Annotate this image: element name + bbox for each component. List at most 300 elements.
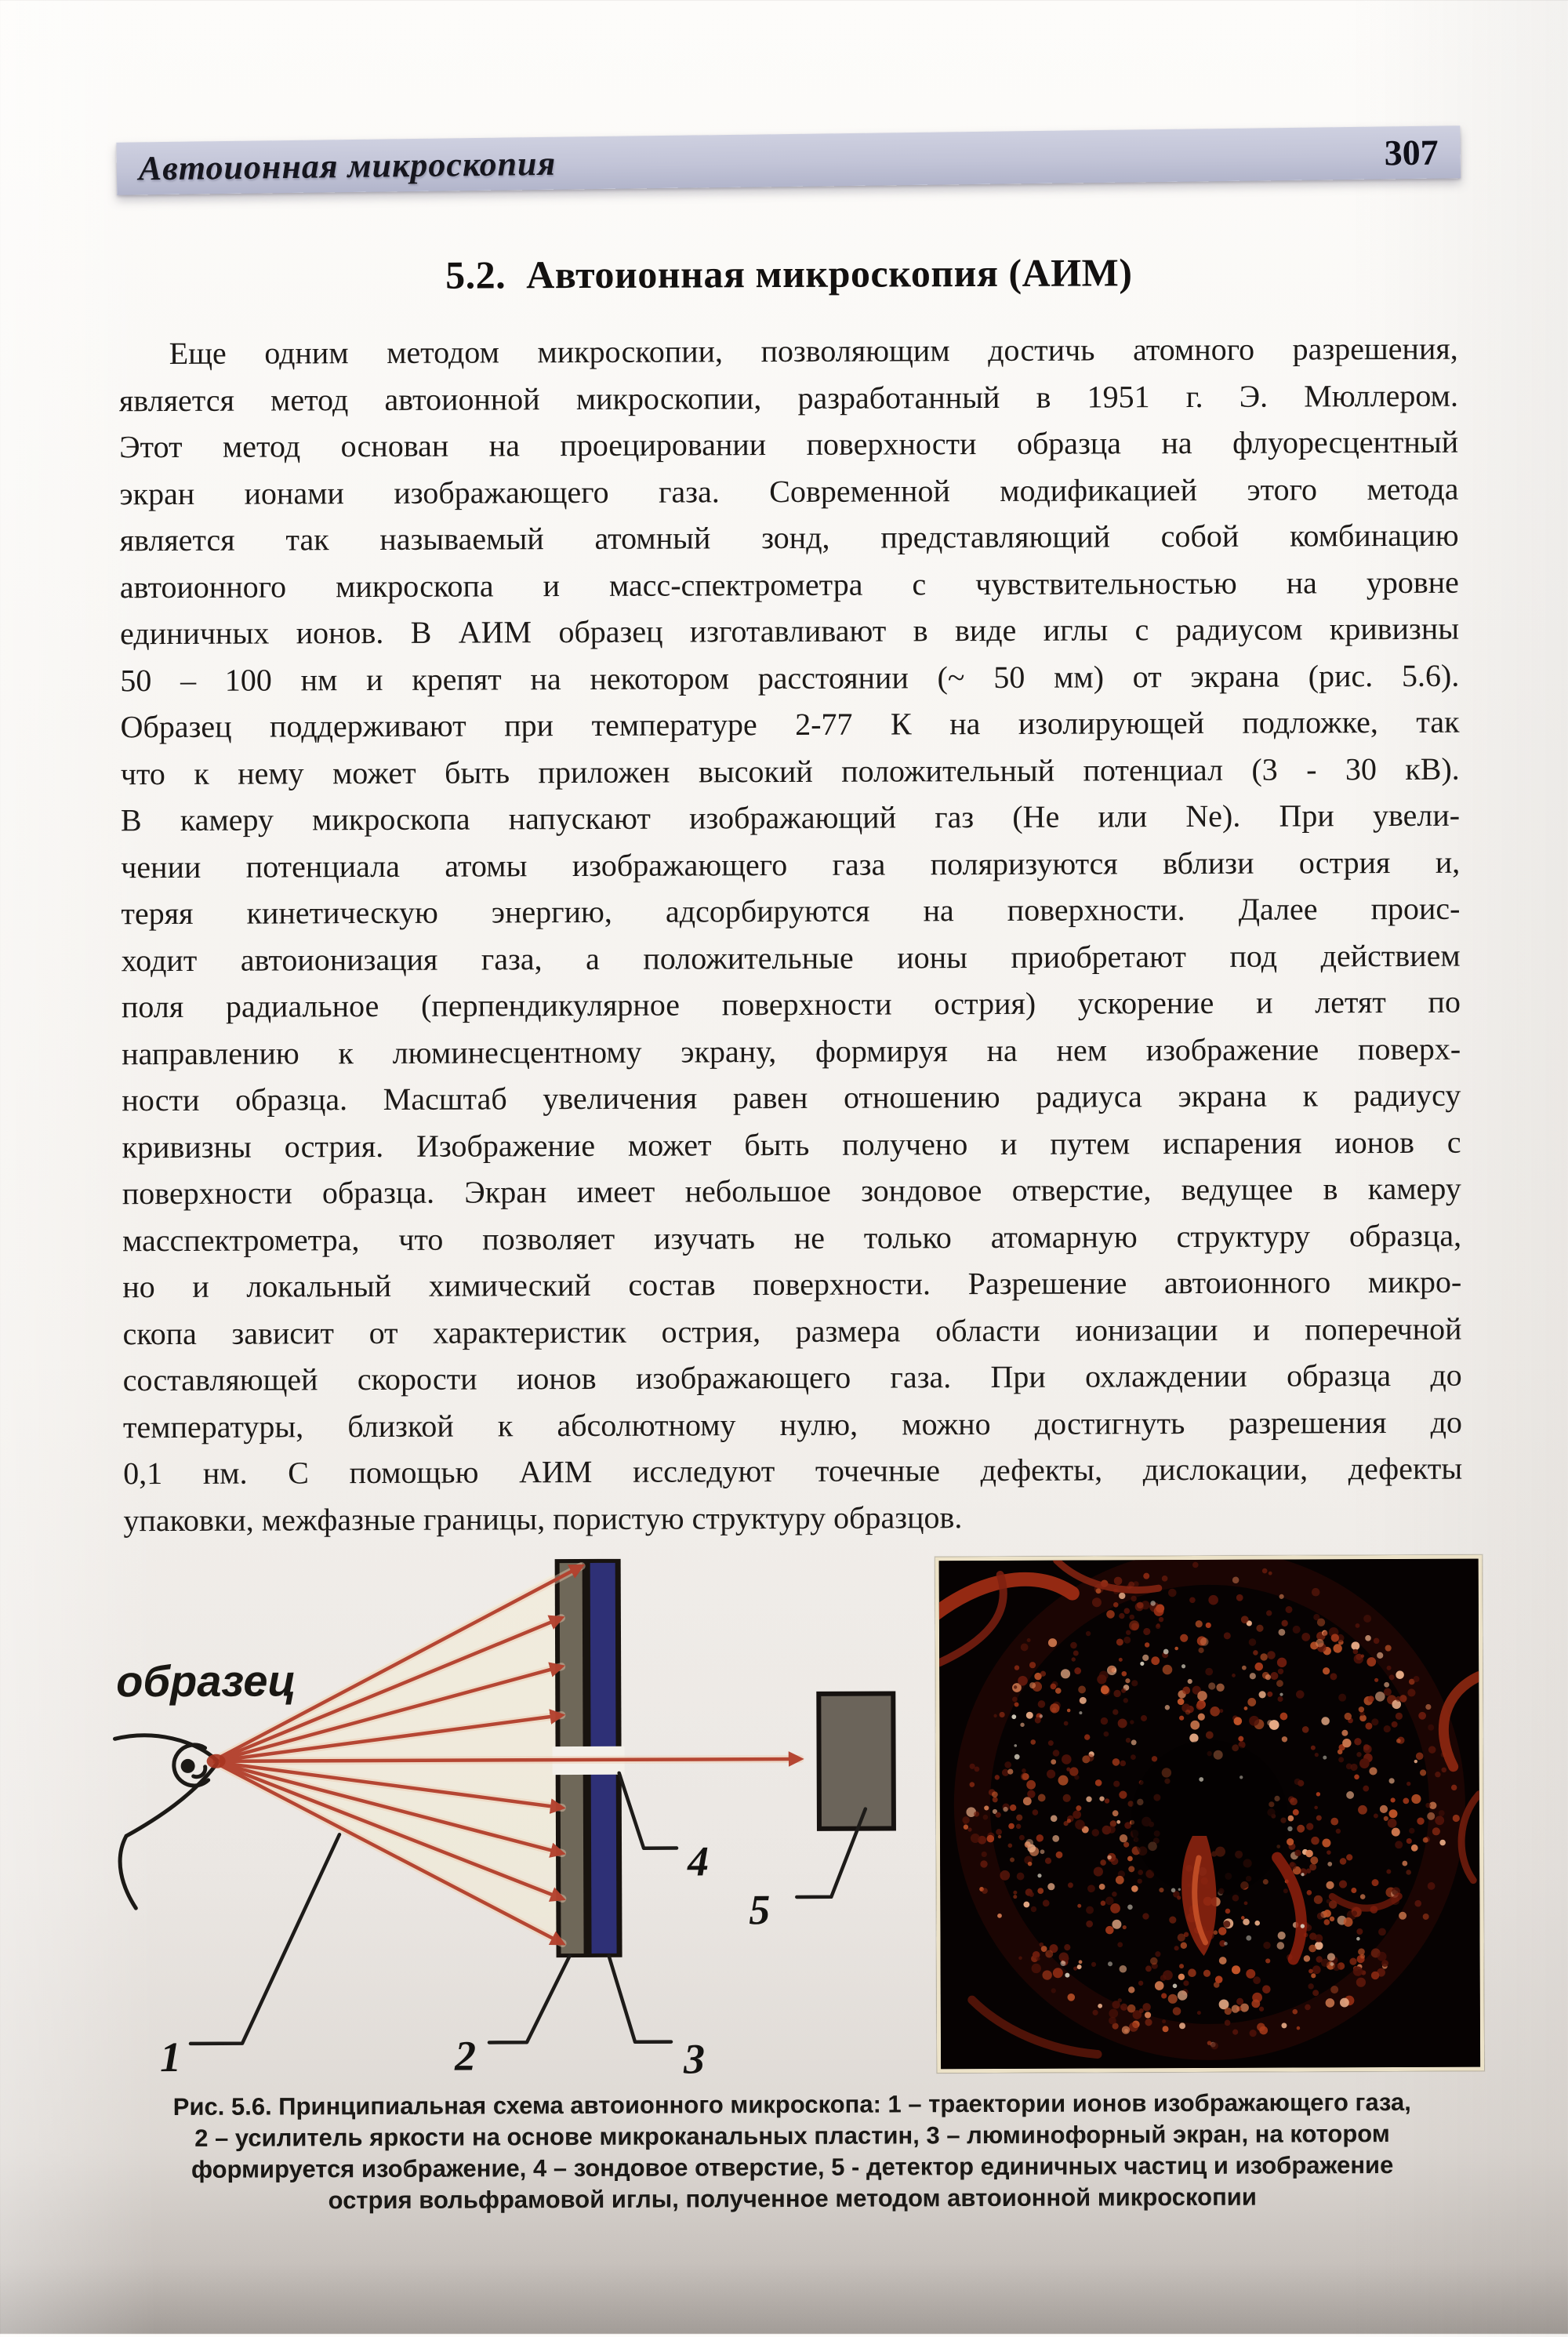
micrograph-detail (1098, 2004, 1102, 2008)
micrograph-detail (1363, 1745, 1372, 1754)
micrograph-detail (1079, 1960, 1083, 1964)
micrograph-detail (1278, 1669, 1283, 1674)
figure-caption (94, 2087, 1490, 2218)
micrograph-detail (1031, 1906, 1036, 1912)
micrograph-detail (1000, 1870, 1010, 1881)
micrograph-detail (1145, 1965, 1152, 1972)
micrograph-detail (1251, 1999, 1260, 2008)
micrograph-detail (1163, 1970, 1173, 1980)
micrograph-detail (1051, 1988, 1056, 1993)
micrograph-detail (1051, 1684, 1057, 1690)
micrograph-detail (1099, 1670, 1109, 1680)
body-text-line: ходит автоионизация газа, а положительные ионы приобретают под действием (121, 937, 1461, 978)
micrograph-detail (1099, 1884, 1105, 1890)
micrograph-detail (1021, 1644, 1029, 1652)
micrograph-detail (1323, 1756, 1327, 1760)
micrograph-detail (1388, 1819, 1397, 1828)
micrograph-detail (1374, 1637, 1380, 1644)
micrograph-detail (1297, 1825, 1305, 1833)
micrograph-detail (1042, 1970, 1051, 1979)
micrograph-detail (1380, 1805, 1388, 1813)
micrograph-detail (1224, 1632, 1231, 1639)
micrograph-detail (997, 1914, 1002, 1918)
micrograph-detail (1322, 1839, 1330, 1848)
callout-1: 1 (159, 2033, 182, 2081)
micrograph-detail (1016, 1824, 1021, 1829)
micrograph-detail (1296, 1690, 1305, 1699)
micrograph-detail (1411, 1794, 1421, 1804)
micrograph-detail (1112, 2001, 1120, 2008)
running-title: Автоионная микроскопия (138, 144, 557, 188)
micrograph-detail (1142, 2003, 1150, 2011)
micrograph-detail (1139, 2008, 1144, 2013)
micrograph-detail (1045, 1858, 1051, 1864)
micrograph-detail (1069, 1767, 1078, 1775)
micrograph-detail (1311, 1746, 1316, 1750)
micrograph-detail (971, 1834, 980, 1843)
micrograph-detail (1279, 1713, 1287, 1721)
micrograph-detail (1310, 1856, 1318, 1864)
micrograph-detail (1023, 1797, 1032, 1805)
micrograph-detail (1123, 1842, 1129, 1848)
micrograph-detail (1198, 1648, 1203, 1653)
micrograph-detail (1308, 1983, 1313, 1989)
micrograph-detail (1112, 1709, 1118, 1714)
micrograph-detail (1372, 1879, 1379, 1886)
micrograph-detail (1004, 1761, 1011, 1768)
micrograph-detail (1038, 1700, 1046, 1708)
micrograph-detail (1359, 1758, 1370, 1768)
micrograph-detail (1260, 1653, 1267, 1660)
micrograph-detail (1124, 2029, 1128, 2033)
micrograph-detail (1119, 1593, 1125, 1599)
micrograph-detail (1339, 1880, 1347, 1888)
micrograph-detail (1014, 1744, 1017, 1747)
micrograph-detail (1407, 1688, 1415, 1696)
micrograph-detail (1342, 1739, 1351, 1747)
micrograph-detail (1326, 1881, 1334, 1889)
body-text-line: Еще одним методом микроскопии, позволяющим достичь атомного разрешения, (169, 330, 1458, 372)
micrograph-detail (1080, 1697, 1087, 1704)
micrograph-detail (1198, 1714, 1205, 1721)
micrograph-detail (1428, 1746, 1436, 1754)
micrograph-detail (980, 1860, 987, 1867)
micrograph-detail (1326, 1998, 1335, 2008)
micrograph-detail (1215, 1975, 1223, 1983)
micrograph-detail (1038, 1794, 1046, 1802)
micrograph-detail (1314, 1895, 1323, 1904)
micrograph-detail (1010, 1857, 1014, 1862)
micrograph-detail (1267, 1692, 1272, 1697)
body-text-line: направлению к люминесцентному экрану, формируя на нем изображение поверх- (122, 1030, 1461, 1071)
micrograph-detail (1256, 1625, 1263, 1632)
micrograph-detail (1218, 1927, 1226, 1935)
micrograph-detail (1210, 2042, 1218, 2049)
micrograph-detail (1396, 1739, 1401, 1743)
micrograph-detail (1336, 1829, 1341, 1834)
micrograph-detail (1378, 1928, 1386, 1935)
micrograph-detail (1017, 1873, 1025, 1881)
micrograph-detail (1027, 1790, 1035, 1797)
micrograph-detail (1279, 1594, 1284, 1599)
micrograph-detail (1399, 1912, 1406, 1920)
micrograph-detail (1025, 1839, 1033, 1847)
body-text-line: температуры, близкой к абсолютному нулю, можно достигнуть разрешения до (122, 1404, 1463, 1445)
micrograph-detail (1086, 1921, 1093, 1928)
micrograph-detail (1276, 1680, 1283, 1687)
micrograph-detail (998, 1835, 1001, 1838)
micrograph-detail (1123, 1637, 1131, 1644)
micrograph-detail (1253, 1976, 1261, 1984)
body-text-line: масспектрометра, что позволяет изучать не только атомарную структуру образца, (122, 1217, 1462, 1258)
micrograph-detail (1073, 1966, 1077, 1970)
leader-1 (190, 1834, 340, 2044)
micrograph-detail (1387, 1666, 1392, 1670)
micrograph-detail (1312, 1965, 1321, 1974)
micrograph-detail (1298, 1780, 1304, 1786)
micrograph-detail (1109, 1666, 1116, 1673)
micrograph-detail (1363, 1615, 1371, 1623)
micrograph-detail (1116, 1876, 1124, 1885)
micrograph-detail (1323, 1910, 1331, 1917)
micrograph-detail (1066, 1768, 1070, 1772)
micrograph-detail (1108, 1961, 1112, 1966)
micrograph-detail (1301, 1924, 1305, 1928)
micrograph-detail (1030, 1739, 1036, 1745)
micrograph-detail (1119, 1658, 1123, 1662)
micrograph-detail (1317, 1618, 1325, 1626)
micrograph-detail (1061, 1669, 1070, 1678)
micrograph-detail (1045, 1950, 1053, 1958)
micrograph-detail (1077, 1964, 1082, 1969)
micrograph-detail (1246, 1969, 1255, 1979)
micrograph-detail (1411, 1845, 1418, 1852)
micrograph-detail (1301, 1633, 1310, 1641)
callout-3: 3 (683, 2035, 706, 2083)
micrograph-detail (1396, 1713, 1403, 1720)
micrograph-detail (1018, 1956, 1022, 1960)
micrograph-detail (1290, 1862, 1294, 1866)
micrograph-detail (970, 1764, 975, 1769)
micrograph-detail (1109, 2017, 1116, 2025)
micrograph-detail (1346, 1854, 1352, 1860)
micrograph-detail (1351, 1888, 1356, 1893)
micrograph-detail (1128, 1866, 1134, 1872)
micrograph-detail (970, 1782, 975, 1787)
micrograph-detail (1169, 1916, 1176, 1923)
micrograph-detail (1374, 1678, 1378, 1682)
micrograph-detail (1374, 1814, 1378, 1819)
micrograph-detail (1190, 1721, 1200, 1730)
micrograph-detail (1156, 1623, 1160, 1627)
micrograph-detail (1208, 1595, 1218, 1605)
micrograph-detail (1290, 1797, 1298, 1805)
micrograph-detail (1345, 1713, 1352, 1720)
micrograph-detail (1112, 1758, 1120, 1766)
micrograph-detail (1267, 1720, 1272, 1725)
micrograph-detail (1417, 1817, 1424, 1824)
body-text-line: В камеру микроскопа напускают изображающий газ (He или Ne). При увели- (120, 797, 1461, 838)
micrograph-detail (1352, 1910, 1357, 1916)
micrograph-detail (1427, 1812, 1435, 1820)
micrograph-detail (1207, 2041, 1212, 2045)
micrograph-detail (1384, 1682, 1389, 1688)
micrograph-detail (1016, 1815, 1022, 1821)
micrograph-detail (1278, 1629, 1285, 1636)
micrograph-detail (1292, 2009, 1298, 2015)
micrograph-detail (1244, 1706, 1248, 1710)
micrograph-detail (1375, 1692, 1385, 1702)
micrograph-detail (1243, 1918, 1250, 1925)
micrograph-detail (1123, 1698, 1128, 1703)
micrograph-detail (1278, 1696, 1283, 1702)
micrograph-detail (1354, 1738, 1361, 1745)
micrograph-detail (1223, 1921, 1230, 1928)
micrograph-detail (1368, 1696, 1374, 1702)
micrograph-detail (1101, 1685, 1108, 1692)
micrograph-detail (1055, 1688, 1062, 1694)
micrograph-detail (1281, 2023, 1287, 2028)
micrograph-detail (1356, 1937, 1360, 1941)
micrograph-detail (1029, 1662, 1036, 1668)
micrograph-detail (1327, 1899, 1331, 1904)
micrograph-detail (1406, 1870, 1411, 1875)
micrograph-detail (1029, 1892, 1033, 1896)
micrograph-detail (1330, 1962, 1334, 1966)
body-text-line: 0,1 нм. С помощью АИМ исследуют точечные дефекты, дислокации, дефекты (123, 1450, 1463, 1492)
body-text-line: Образец поддерживают при температуре 2-77 К на изолирующей подложке, так (120, 703, 1460, 745)
micrograph-detail (1409, 1828, 1414, 1834)
micrograph-detail (982, 1852, 987, 1857)
micrograph-detail (1028, 1862, 1033, 1866)
micrograph-detail (1219, 1709, 1223, 1713)
micrograph-detail (1150, 1601, 1156, 1606)
micrograph-detail (1306, 1823, 1313, 1830)
callout-5: 5 (749, 1886, 771, 1934)
micrograph-detail (1137, 1602, 1144, 1609)
micrograph-detail (1311, 1837, 1319, 1845)
micrograph-detail (1086, 1906, 1094, 1914)
micrograph-detail (1414, 1760, 1417, 1763)
micrograph-detail (1242, 1666, 1247, 1670)
micrograph-detail (1096, 1588, 1102, 1594)
micrograph-detail (1105, 1897, 1114, 1906)
micrograph-detail (1232, 1965, 1240, 1974)
micrograph-detail (1040, 1849, 1045, 1854)
micrograph-detail (1287, 1815, 1294, 1822)
micrograph-detail (1131, 1885, 1138, 1892)
micrograph-detail (1058, 1775, 1068, 1786)
micrograph-detail (1087, 1754, 1094, 1762)
micrograph-detail (1344, 1917, 1353, 1927)
micrograph-detail (1205, 1668, 1213, 1676)
micrograph-detail (1414, 1900, 1421, 1907)
micrograph-detail (1037, 1888, 1044, 1894)
micrograph-detail (1138, 1870, 1143, 1875)
micrograph-detail (1092, 2010, 1098, 2015)
micrograph-detail (1020, 1723, 1024, 1727)
micrograph-detail (1159, 1617, 1163, 1622)
micrograph-detail (1301, 1873, 1304, 1876)
micrograph-detail (1321, 1717, 1330, 1725)
micrograph-detail (1094, 1866, 1103, 1876)
micrograph-detail (1340, 1858, 1347, 1865)
micrograph-detail (1048, 1740, 1054, 1746)
micrograph-detail (1155, 1951, 1160, 1957)
micrograph-detail (1182, 1687, 1190, 1695)
micrograph-detail (1232, 1576, 1240, 1583)
micrograph-detail (1384, 1725, 1391, 1732)
micrograph-detail (1314, 1806, 1318, 1810)
micrograph-detail (1428, 1725, 1434, 1731)
micrograph-detail (1056, 1852, 1063, 1859)
micrograph-detail (1073, 1650, 1079, 1656)
micrograph-detail (1174, 1647, 1178, 1651)
micrograph-detail (1145, 2019, 1152, 2026)
micrograph-detail (1333, 1644, 1341, 1652)
micrograph-detail (1150, 1957, 1158, 1965)
micrograph-detail (1163, 2026, 1169, 2032)
micrograph-detail (1224, 1942, 1228, 1946)
micrograph-detail (1129, 1615, 1134, 1620)
sample-tip (114, 1735, 217, 1908)
micrograph-detail (1053, 1968, 1063, 1978)
micrograph-detail (1232, 1674, 1236, 1677)
micrograph-detail (1161, 1993, 1167, 1998)
micrograph-detail (1188, 1968, 1196, 1977)
micrograph-detail (1353, 1966, 1363, 1975)
micrograph-detail (1112, 1892, 1117, 1897)
micrograph-detail (1232, 2029, 1238, 2034)
micrograph-detail (1263, 1942, 1270, 1949)
body-text-line: упаковки, межфазные границы, пористую структуру образцов. (123, 1499, 963, 1538)
micrograph-detail (1105, 1926, 1114, 1935)
body-text-line: поверхности образца. Экран имеет небольшое зондовое отверстие, ведущее в камеру (122, 1170, 1461, 1212)
micrograph-detail (1254, 1663, 1263, 1671)
micrograph-detail (1048, 1638, 1057, 1647)
micrograph-detail (1120, 2004, 1127, 2011)
caption-line (94, 2087, 1490, 2124)
micrograph-detail (995, 1775, 1000, 1779)
micrograph-detail (1127, 1856, 1133, 1862)
micrograph-detail (1386, 1870, 1391, 1874)
micrograph-detail (1163, 1649, 1169, 1655)
micrograph-detail (1100, 1859, 1106, 1866)
micrograph-detail (983, 1815, 989, 1820)
micrograph-detail (1121, 1688, 1126, 1693)
micrograph-detail (1099, 1796, 1104, 1801)
micrograph-detail (1338, 1757, 1344, 1762)
micrograph-detail (1123, 1608, 1130, 1614)
micrograph-detail (1361, 1654, 1364, 1657)
micrograph-detail (1316, 1639, 1324, 1648)
micrograph-detail (1021, 1772, 1029, 1780)
micrograph-detail (1131, 1739, 1137, 1745)
micrograph-detail (1026, 1712, 1033, 1719)
micrograph-detail (1189, 1597, 1196, 1604)
micrograph-detail (1371, 1718, 1378, 1725)
micrograph-detail (974, 1812, 979, 1817)
micrograph-detail (1101, 1901, 1106, 1906)
micrograph-detail (1269, 1572, 1272, 1576)
micrograph-detail (1101, 1717, 1108, 1725)
micrograph-detail (1428, 1882, 1436, 1890)
micrograph-detail (1432, 1827, 1440, 1835)
micrograph-detail (1074, 1667, 1081, 1674)
micrograph-detail (1219, 1957, 1227, 1964)
micrograph-detail (1311, 1973, 1316, 1978)
micrograph-detail (1014, 1754, 1020, 1760)
micrograph-detail (975, 1766, 980, 1772)
micrograph-detail (1074, 1775, 1079, 1779)
micrograph-detail (1177, 1895, 1181, 1899)
micrograph-detail (1253, 1650, 1258, 1656)
micrograph-detail (1244, 1901, 1248, 1905)
micrograph-detail (1236, 1594, 1243, 1601)
caption-line: острия вольфрамовой иглы, полученное методом автоионной микроскопии (328, 2183, 1257, 2215)
micrograph-detail (999, 1712, 1004, 1717)
micrograph-detail (1441, 1768, 1446, 1773)
micrograph-detail (1110, 1903, 1120, 1914)
micrograph-detail (1107, 1855, 1111, 1859)
micrograph-detail (1262, 1985, 1271, 1994)
micrograph-detail (1356, 1978, 1366, 1987)
micrograph-detail (1105, 1798, 1109, 1803)
micrograph-detail (1076, 1805, 1081, 1811)
micrograph-detail (1120, 1834, 1127, 1842)
micrograph-detail (1225, 2020, 1231, 2026)
micrograph-detail (1117, 1942, 1123, 1947)
micrograph-detail (1078, 1686, 1086, 1694)
body-text-line: 50 – 100 нм и крепят на некотором расстоянии (~ 50 мм) от экрана (рис. 5.6). (120, 657, 1460, 698)
micrograph-detail (1225, 1909, 1231, 1914)
micrograph-detail (1196, 1620, 1203, 1627)
caption-line: 2 – усилитель яркости на основе микроканальных пластин, 3 – люминофорный экран, на котором (194, 2120, 1390, 2152)
micrograph-detail (1406, 1782, 1410, 1786)
micrograph-detail (964, 1825, 968, 1830)
micrograph-detail (1168, 1589, 1177, 1597)
caption-line: формируется изображение, 4 – зондовое отверстие, 5 - детектор единичных частиц и изображение (191, 2151, 1394, 2183)
micrograph-detail (1047, 1769, 1055, 1778)
micrograph-detail (1067, 1994, 1075, 2001)
micrograph-detail (1180, 1634, 1188, 1642)
micrograph-detail (1013, 1895, 1017, 1899)
micrograph-detail (1281, 1620, 1287, 1626)
micrograph-detail (1315, 1753, 1319, 1757)
micrograph-detail (1014, 1702, 1019, 1706)
micrograph-detail (1014, 1665, 1019, 1670)
body-paragraph (119, 325, 1463, 1544)
micrograph-detail (1121, 1671, 1127, 1677)
micrograph-detail (1091, 1829, 1099, 1837)
micrograph-detail (982, 1888, 988, 1894)
micrograph-detail (1247, 1698, 1256, 1706)
micrograph-detail (1265, 1958, 1270, 1963)
micrograph-detail (1111, 1857, 1119, 1865)
leader-2 (489, 1956, 570, 2042)
micrograph-detail (1123, 1925, 1127, 1929)
micrograph-detail (1112, 1920, 1121, 1929)
micrograph-detail (1126, 1630, 1131, 1635)
micrograph-detail (1240, 1775, 1243, 1779)
micrograph-detail (1116, 1820, 1120, 1824)
micrograph-detail (1189, 1733, 1198, 1742)
micrograph-detail (1178, 1990, 1188, 2001)
micrograph-detail (1384, 1816, 1388, 1821)
micrograph-detail (967, 1827, 971, 1831)
micrograph-detail (1308, 1969, 1313, 1974)
micrograph-detail (1287, 1826, 1292, 1831)
